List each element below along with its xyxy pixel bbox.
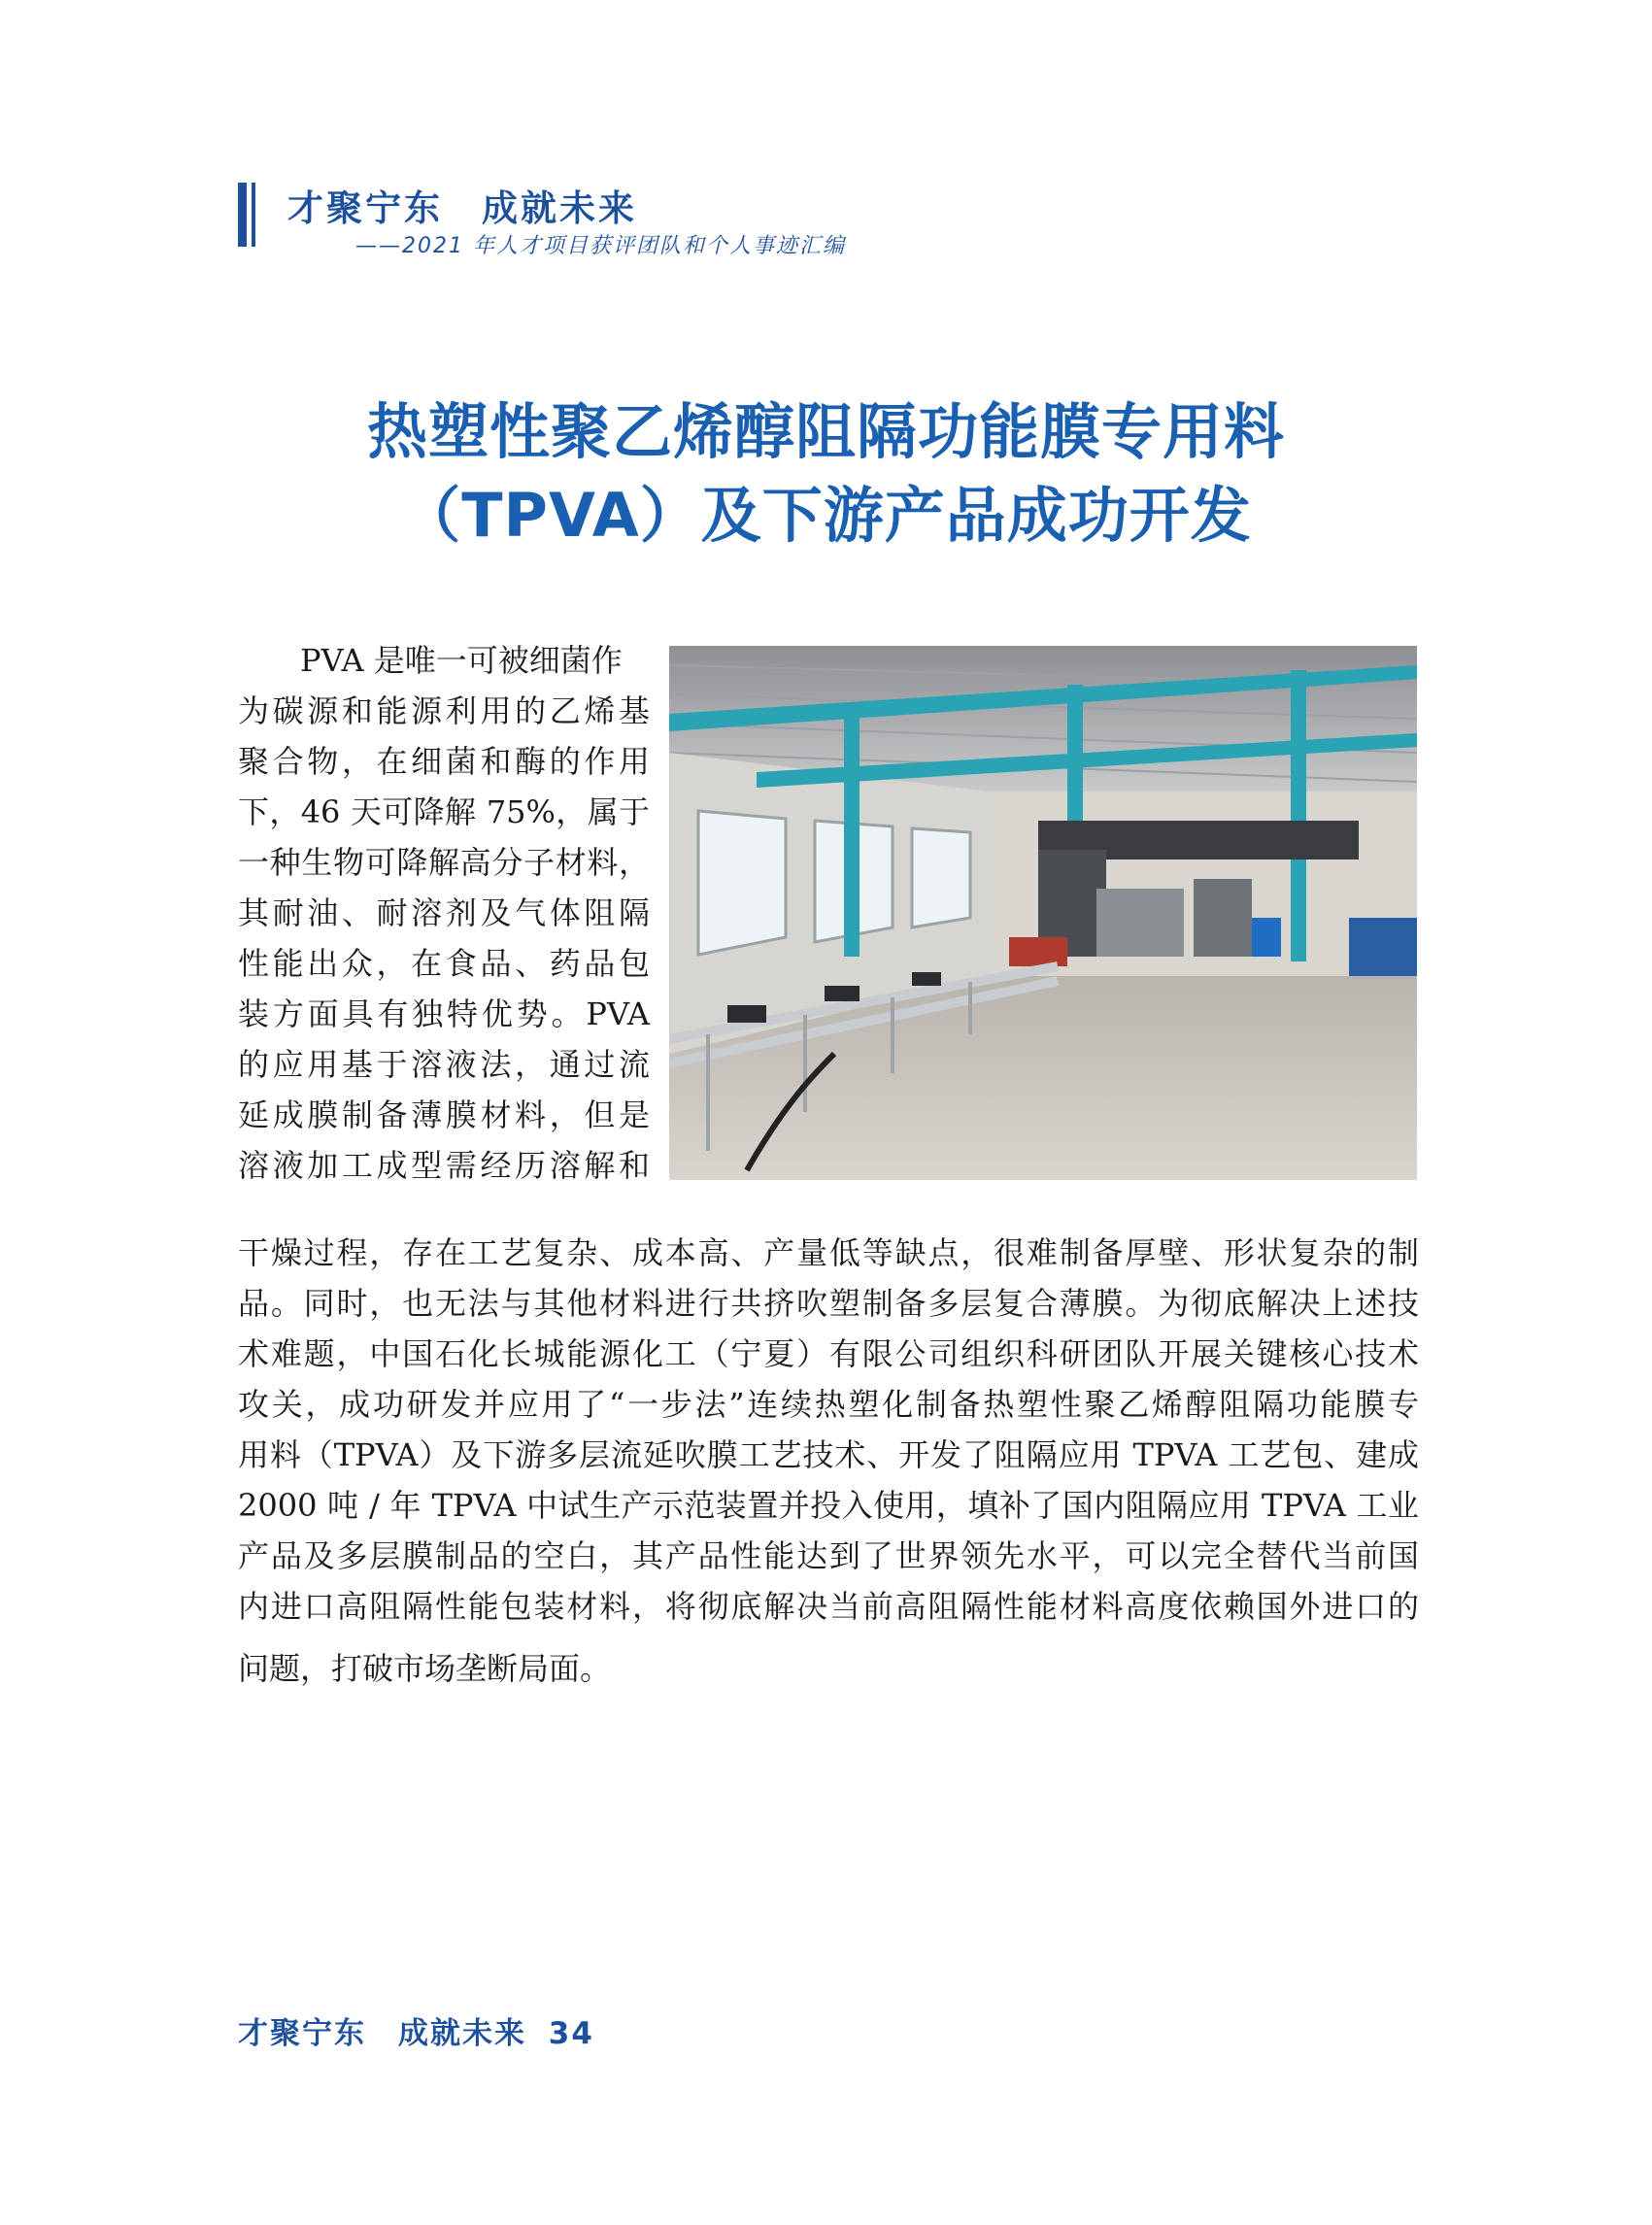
body-line: 溶液加工成型需经历溶解和 [238, 1147, 650, 1184]
body-line: 术难题，中国石化长城能源化工（宁夏）有限公司组织科研团队开展关键核心技术 [238, 1335, 1419, 1372]
header-accent-bar [238, 183, 247, 247]
body-line: 为碳源和能源利用的乙烯基 [238, 692, 650, 729]
body-line: 用料（TPVA）及下游多层流延吹膜工艺技术、开发了阻隔应用 TPVA 工艺包、建成 [238, 1436, 1419, 1473]
body-line: 内进口高阻隔性能包装材料，将彻底解决当前高阻隔性能材料高度依赖国外进口的 [238, 1588, 1419, 1625]
body-line: 干燥过程，存在工艺复杂、成本高、产量低等缺点，很难制备厚壁、形状复杂的制 [238, 1234, 1419, 1271]
running-header-title: 才聚宁东 成就未来 [287, 187, 637, 229]
running-header-subtitle: ——2021 年人才项目获评团队和个人事迹汇编 [355, 234, 846, 258]
body-line: 问题，打破市场垄断局面。 [238, 1650, 612, 1687]
body-line: 产品及多层膜制品的空白，其产品性能达到了世界领先水平，可以完全替代当前国 [238, 1537, 1419, 1574]
header-accent-bar-thin [252, 183, 255, 247]
factory-photo [669, 646, 1417, 1180]
body-line: 下，46 天可降解 75%，属于 [238, 793, 650, 830]
article-title-line-2: （TPVA）及下游产品成功开发 [400, 480, 1252, 551]
body-line: 的应用基于溶液法，通过流 [238, 1046, 650, 1083]
body-line: PVA 是唯一可被细菌作 [300, 642, 623, 679]
footer-title: 才聚宁东 成就未来 [238, 2016, 526, 2051]
body-text-wide-column [238, 1228, 1419, 1694]
body-line: 一种生物可降解高分子材料， [238, 844, 650, 881]
body-line: 其耐油、耐溶剂及气体阻隔 [238, 894, 650, 931]
body-line: 攻关，成功研发并应用了“一步法”连续热塑化制备热塑性聚乙烯醇阻隔功能膜专 [238, 1386, 1419, 1423]
body-line: 装方面具有独特优势。PVA [238, 995, 650, 1032]
body-line: 2000 吨 / 年 TPVA 中试生产示范装置并投入使用，填补了国内阻隔应用 TPVA 工业 [238, 1487, 1419, 1524]
body-text-narrow-column [238, 635, 650, 1191]
page-footer [238, 2008, 594, 2052]
body-line: 性能出众，在食品、药品包 [238, 945, 650, 982]
article-title-line-1: 热塑性聚乙烯醇阻隔功能膜专用料 [366, 396, 1285, 467]
body-line: 聚合物，在细菌和酶的作用 [238, 743, 650, 780]
page-number: 34 [548, 2016, 594, 2051]
body-line: 延成膜制备薄膜材料，但是 [238, 1096, 650, 1133]
article-title [0, 390, 1652, 557]
body-line: 品。同时，也无法与其他材料进行共挤吹塑制备多层复合薄膜。为彻底解决上述技 [238, 1285, 1419, 1322]
